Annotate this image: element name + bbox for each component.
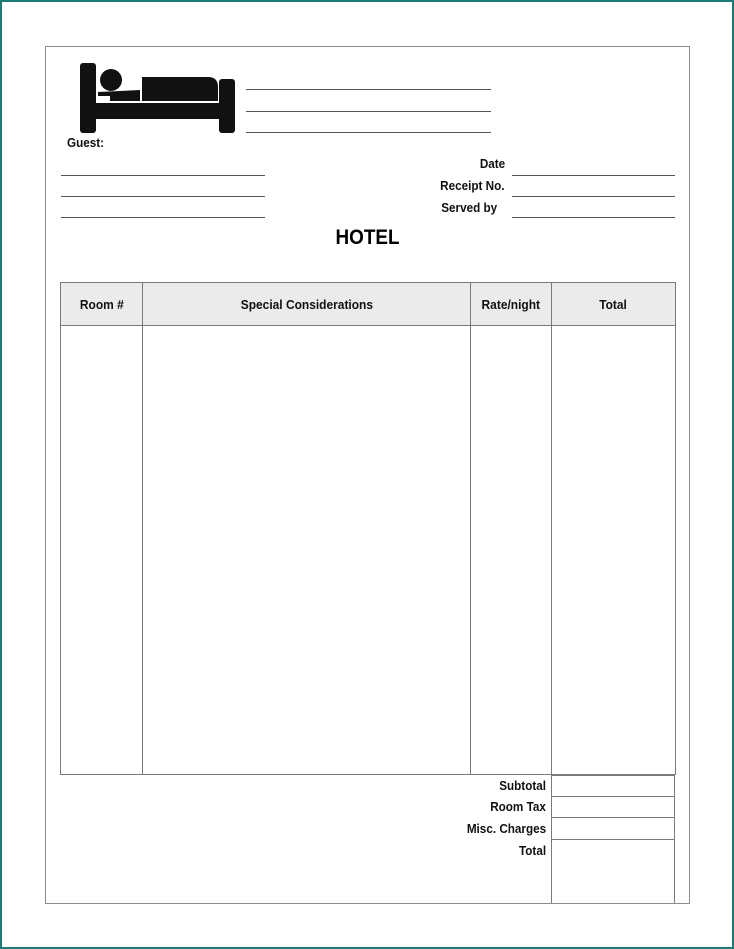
- special-cell[interactable]: [143, 326, 471, 775]
- receipt-sheet: [45, 46, 690, 904]
- served-by-label: Served by: [441, 200, 497, 215]
- page-title: HOTEL: [335, 226, 400, 249]
- total-field[interactable]: [551, 839, 675, 903]
- misc-charges-field[interactable]: [551, 817, 675, 840]
- date-field[interactable]: [512, 175, 675, 176]
- served-by-field[interactable]: [512, 217, 675, 218]
- header-line-3[interactable]: [246, 132, 491, 133]
- room-tax-label: Room Tax: [490, 799, 546, 814]
- table-row: [61, 326, 676, 775]
- room-tax-field[interactable]: [551, 796, 675, 818]
- total-label: Total: [518, 843, 546, 858]
- date-label: Date: [479, 156, 505, 171]
- header-line-1[interactable]: [246, 89, 491, 90]
- hotel-bed-icon: [80, 63, 235, 133]
- guest-label: Guest:: [67, 135, 105, 150]
- rate-cell[interactable]: [471, 326, 552, 775]
- header-line-2[interactable]: [246, 111, 491, 112]
- subtotal-field[interactable]: [551, 775, 675, 797]
- col-header-rate: Rate/night: [471, 283, 552, 326]
- guest-line-1[interactable]: [61, 175, 265, 176]
- receipt-label: Receipt No.: [440, 178, 505, 193]
- misc-charges-label: Misc. Charges: [466, 821, 546, 836]
- room-cell[interactable]: [61, 326, 143, 775]
- guest-line-3[interactable]: [61, 217, 265, 218]
- receipt-field[interactable]: [512, 196, 675, 197]
- col-header-special: Special Considerations: [143, 283, 471, 326]
- col-header-room: Room #: [61, 283, 143, 326]
- items-table: [60, 282, 676, 775]
- table-header-row: [61, 283, 676, 326]
- subtotal-label: Subtotal: [499, 778, 546, 793]
- guest-line-2[interactable]: [61, 196, 265, 197]
- col-header-total: Total: [552, 283, 676, 326]
- total-cell[interactable]: [552, 326, 676, 775]
